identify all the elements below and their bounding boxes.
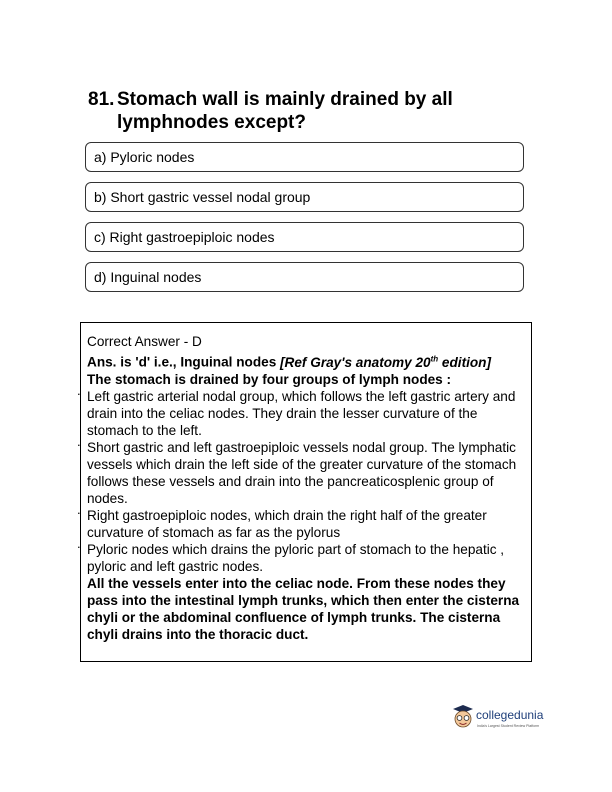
logo-brand: collegedunia <box>476 708 544 722</box>
question-number: 81. <box>88 89 115 110</box>
collegedunia-logo[interactable] <box>452 704 562 734</box>
question-heading <box>88 88 508 134</box>
answer-line <box>87 350 527 371</box>
correct-answer: Correct Answer - D <box>87 334 202 349</box>
option-d[interactable]: d) Inguinal nodes <box>85 262 524 292</box>
intro-text: The stomach is drained by four groups of lymph nodes : <box>87 371 452 387</box>
reference: [Ref Gray's anatomy 20th edition] <box>280 354 492 370</box>
bullet-item: . Pyloric nodes which drains the pyloric part of stomach to the hepatic , pyloric and left gastric nodes. <box>77 535 505 574</box>
answer-prefix: Ans. is 'd' i.e., Inguinal nodes <box>87 354 281 370</box>
option-a[interactable]: a) Pyloric nodes <box>85 142 524 172</box>
question-text: Stomach wall is mainly drained by all lymphnodes except? <box>117 89 453 133</box>
bullet-item: . Short gastric and left gastroepiploic vessels nodal group. The lymphatic vessels which drain the left side of the greater curvature of the stomach follows these vessels and drain into the pancreaticosplenic group of nodes. <box>77 433 517 506</box>
mascot-icon <box>452 704 474 730</box>
logo-tagline: India's Largest Student Review Platform <box>477 724 540 728</box>
answer-explanation <box>77 333 527 643</box>
conclusion-text: All the vessels enter into the celiac node. From these nodes they pass into the intestinal lymph trunks, which then enter the cisterna chyli or the abdominal confluence of lymph trunks. The cisterna chyli drains into the thoracic duct. <box>87 575 520 642</box>
option-b[interactable]: b) Short gastric vessel nodal group <box>85 182 524 212</box>
bullet-item: . Left gastric arterial nodal group, which follows the left gastric artery and drain into the celiac nodes. They drain the lesser curvature of the stomach to the left. <box>77 382 516 438</box>
option-c[interactable]: c) Right gastroepiploic nodes <box>85 222 524 252</box>
bullet-item: . Right gastroepiploic nodes, which drain the right half of the greater curvature of stomach as far as the pylorus <box>77 501 487 540</box>
